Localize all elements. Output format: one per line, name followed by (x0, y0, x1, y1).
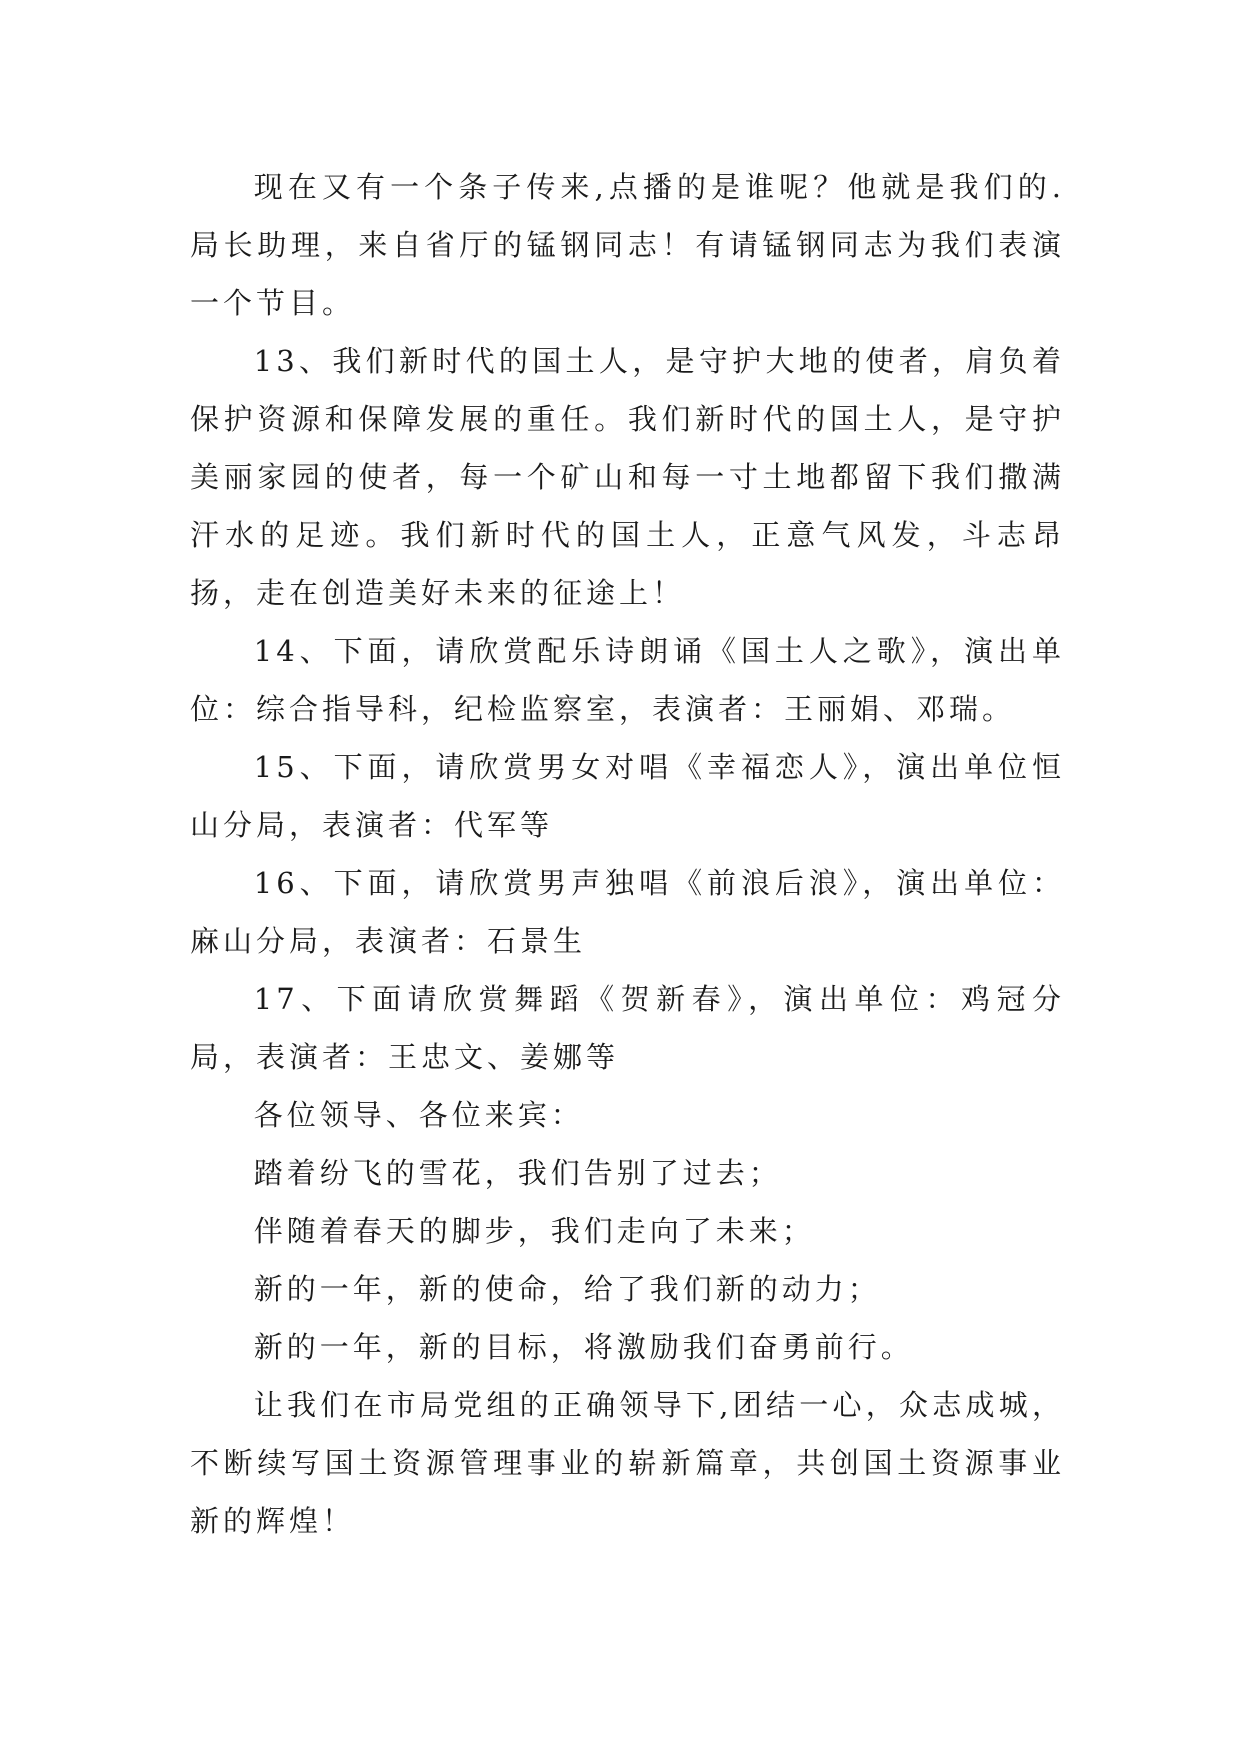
paragraph-verse-2: 伴随着春天的脚步，我们走向了未来； (253, 1214, 815, 1248)
paragraph-closing: 让我们在市局党组的正确领导下,团结一心，众志成城，不断续写国土资源管理事业的崭新篇章，共创国土资源事业新的辉煌！ (190, 1388, 1065, 1538)
paragraph-item-15: 15、下面，请欣赏男女对唱《幸福恋人》，演出单位恒山分局，表演者：代军等 (190, 750, 1065, 842)
paragraph-item-17: 17、下面请欣赏舞蹈《贺新春》，演出单位：鸡冠分局，表演者：王忠文、姜娜等 (190, 982, 1065, 1074)
paragraph-item-13: 13、我们新时代的国土人，是守护大地的使者，肩负着保护资源和保障发展的重任。我们新时代的国土人，是守护美丽家园的使者，每一个矿山和每一寸土地都留下我们撒满汗水的足迹。我们新时代的国土人，正意气风发，斗志昂扬，走在创造美好未来的征途上！ (190, 344, 1065, 610)
document-body (190, 158, 1065, 1550)
paragraph-greeting: 各位领导、各位来宾： (253, 1098, 584, 1132)
paragraph-request-performance: 现在又有一个条子传来,点播的是谁呢？他就是我们的.局长助理，来自省厅的锰钢同志！有请锰钢同志为我们表演一个节目。 (190, 170, 1065, 320)
paragraph-verse-3: 新的一年，新的使命，给了我们新的动力； (253, 1272, 881, 1306)
paragraph-item-14: 14、下面，请欣赏配乐诗朗诵《国土人之歌》，演出单位：综合指导科，纪检监察室，表演者：王丽娟、邓瑞。 (190, 634, 1065, 726)
paragraph-verse-1: 踏着纷飞的雪花，我们告别了过去； (253, 1156, 782, 1190)
paragraph-verse-4: 新的一年，新的目标，将激励我们奋勇前行。 (253, 1330, 914, 1364)
paragraph-item-16: 16、下面，请欣赏男声独唱《前浪后浪》，演出单位：麻山分局，表演者：石景生 (190, 866, 1065, 958)
